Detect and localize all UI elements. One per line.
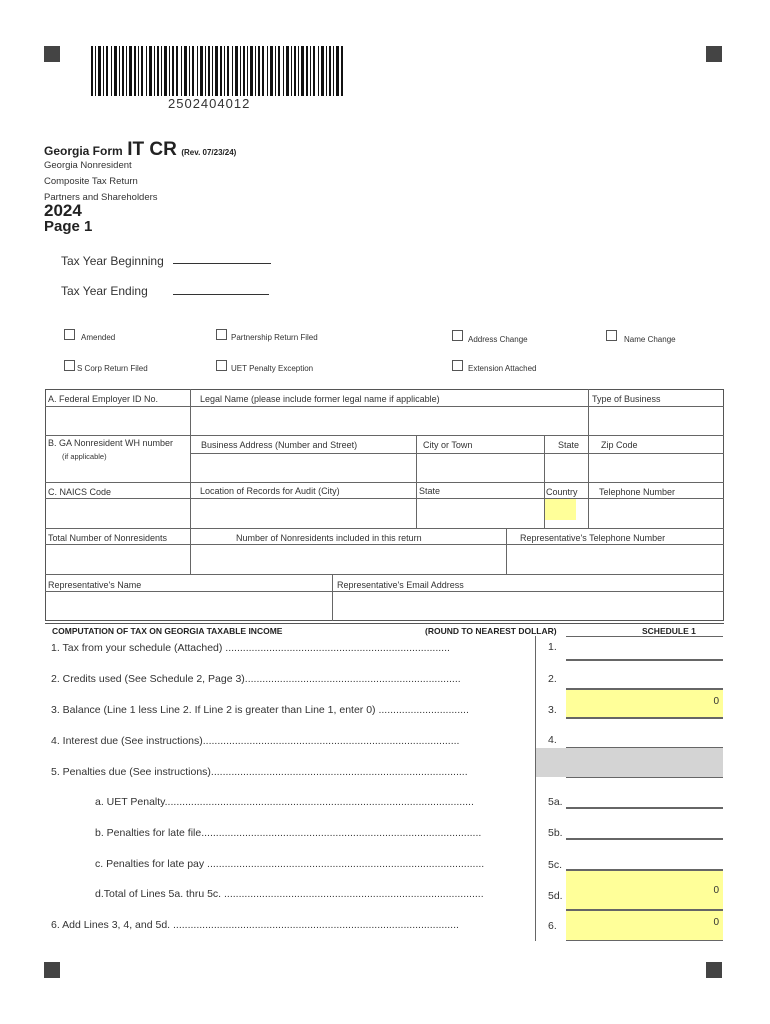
line-5c-input[interactable] <box>566 839 723 870</box>
form-prefix: Georgia Form <box>44 144 123 158</box>
line-5a-input[interactable] <box>566 777 723 808</box>
line-1-text: 1. Tax from your schedule (Attached) ............................................................................. <box>51 642 450 654</box>
line-6-input[interactable]: 0 <box>566 910 723 941</box>
line-5c-text: c. Penalties for late pay ............................................................................................... <box>95 858 485 870</box>
schedule-label: SCHEDULE 1 <box>642 626 696 636</box>
line-1-input[interactable] <box>566 636 723 660</box>
line-5a-text: a. UET Penalty.......................................................................................................... <box>95 796 474 808</box>
form-revision: (Rev. 07/23/24) <box>181 148 237 157</box>
amended-checkbox[interactable] <box>64 329 75 340</box>
form-id: IT CR <box>127 139 177 160</box>
subtitle-line-1: Georgia Nonresident <box>44 160 132 171</box>
line-1-number: 1. <box>548 641 557 653</box>
zip-code-label: Zip Code <box>601 440 638 450</box>
ga-wh-number-label: B. GA Nonresident WH number <box>48 438 174 448</box>
tax-year-ending-label: Tax Year Ending <box>61 284 148 298</box>
line-5a-number: 5a. <box>548 796 563 808</box>
form-title <box>44 139 236 161</box>
rep-name-label: Representative's Name <box>48 580 142 590</box>
subtitle-line-2: Composite Tax Return <box>44 176 138 187</box>
total-nonresidents-label: Total Number of Nonresidents <box>48 533 168 543</box>
s-corp-return-label: S Corp Return Filed <box>77 364 148 373</box>
name-change-checkbox[interactable] <box>606 330 617 341</box>
line-5d-input[interactable]: 0 <box>566 870 723 910</box>
extension-attached-checkbox[interactable] <box>452 360 463 371</box>
line-2-text: 2. Credits used (See Schedule 2, Page 3).......................................................................... <box>51 673 461 685</box>
nonresidents-included-label: Number of Nonresidents included in this return <box>236 533 422 543</box>
uet-penalty-exception-checkbox[interactable] <box>216 360 227 371</box>
registration-mark-top-left <box>44 46 60 62</box>
country-input[interactable] <box>545 499 576 520</box>
line-4-input[interactable] <box>566 718 723 748</box>
line-5d-text: d.Total of Lines 5a. thru 5c. ......................................................................................... <box>95 888 484 900</box>
rep-email-label: Representative's Email Address <box>337 580 464 590</box>
uet-penalty-exception-label: UET Penalty Exception <box>231 364 314 373</box>
country-label: Country <box>546 487 578 497</box>
registration-mark-bottom-left <box>44 962 60 978</box>
line-3-text: 3. Balance (Line 1 less Line 2. If Line 2 is greater than Line 1, enter 0) ............................... <box>51 704 469 716</box>
line-2-number: 2. <box>548 673 557 685</box>
registration-mark-top-right <box>706 46 722 62</box>
line-5-text: 5. Penalties due (See instructions)........................................................................................ <box>51 766 468 778</box>
tax-year: 2024 <box>44 201 82 220</box>
naics-code-label: C. NAICS Code <box>48 487 112 497</box>
records-location-label: Location of Records for Audit (City) <box>200 486 340 496</box>
line-2-input[interactable] <box>566 660 723 689</box>
line-6-text: 6. Add Lines 3, 4, and 5d. .................................................................................................. <box>51 919 459 931</box>
line-3-number: 3. <box>548 704 557 716</box>
address-change-label: Address Change <box>468 335 528 344</box>
type-of-business-label: Type of Business <box>592 394 661 404</box>
line-4-text: 4. Interest due (See instructions)........................................................................................ <box>51 735 460 747</box>
tax-year-beginning-field[interactable] <box>173 263 271 264</box>
name-change-label: Name Change <box>624 335 676 344</box>
city-label: City or Town <box>423 440 473 450</box>
partnership-return-checkbox[interactable] <box>216 329 227 340</box>
tax-year-ending-field[interactable] <box>173 294 269 295</box>
line-5-disabled-cell <box>536 748 723 777</box>
tax-year-beginning-label: Tax Year Beginning <box>61 254 164 268</box>
s-corp-return-checkbox[interactable] <box>64 360 75 371</box>
line-6-number: 6. <box>548 920 557 932</box>
amended-label: Amended <box>81 333 116 342</box>
address-change-checkbox[interactable] <box>452 330 463 341</box>
line-5b-text: b. Penalties for late file................................................................................................ <box>95 827 482 839</box>
business-address-label: Business Address (Number and Street) <box>201 440 358 450</box>
registration-mark-bottom-right <box>706 962 722 978</box>
telephone-label: Telephone Number <box>599 487 676 497</box>
ga-wh-number-note: (if applicable) <box>62 452 107 461</box>
legal-name-label: Legal Name (please include former legal name if applicable) <box>200 394 440 404</box>
barcode <box>91 46 343 96</box>
line-5b-number: 5b. <box>548 827 563 839</box>
extension-attached-label: Extension Attached <box>468 364 537 373</box>
fein-label: A. Federal Employer ID No. <box>48 394 159 404</box>
rep-telephone-label: Representative's Telephone Number <box>520 533 666 543</box>
partnership-return-label: Partnership Return Filed <box>231 333 318 342</box>
line-5d-number: 5d. <box>548 890 563 902</box>
line-4-number: 4. <box>548 734 557 746</box>
page-number: Page 1 <box>44 218 93 235</box>
line-3-input[interactable]: 0 <box>566 689 723 718</box>
barcode-number: 2502404012 <box>168 96 251 111</box>
line-5c-number: 5c. <box>548 859 563 871</box>
computation-heading: COMPUTATION OF TAX ON GEORGIA TAXABLE INCOME <box>52 626 283 636</box>
rounding-note: (ROUND TO NEAREST DOLLAR) <box>425 626 557 636</box>
line-5b-input[interactable] <box>566 808 723 839</box>
subtitle-line-3: Partners and Shareholders <box>44 192 158 203</box>
state-label: State <box>558 440 580 450</box>
records-state-label: State <box>419 486 441 496</box>
